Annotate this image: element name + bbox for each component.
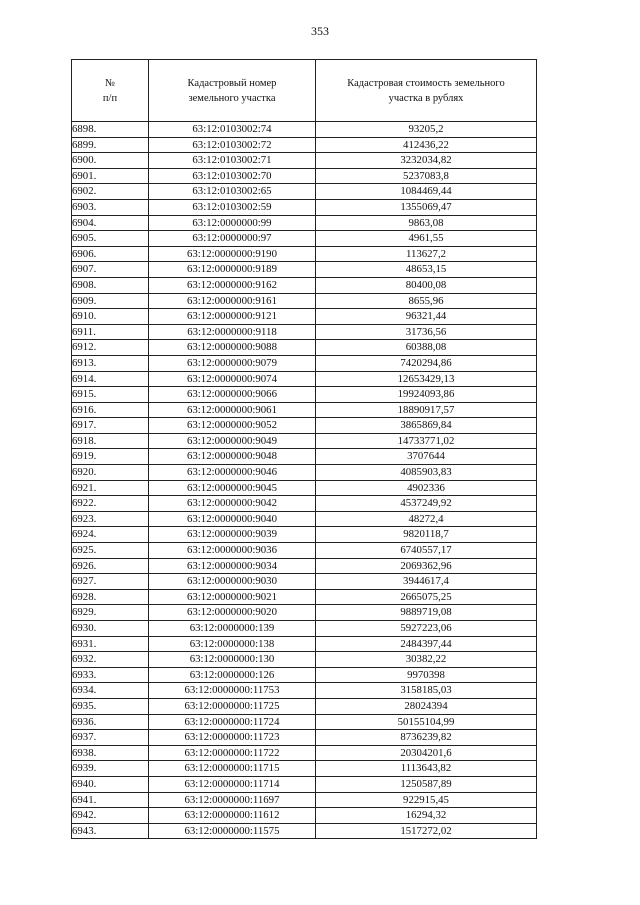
- table-row: [72, 589, 537, 605]
- cadastral-number-cell: 63:12:0000000:11697: [149, 792, 316, 808]
- table-row: [72, 433, 537, 449]
- cadastral-number-cell: 63:12:0000000:9061: [149, 402, 316, 418]
- cadastral-number-cell: 63:12:0000000:11725: [149, 698, 316, 714]
- table-row: [72, 636, 537, 652]
- table-row: [72, 355, 537, 371]
- row-number-cell: 6931.: [72, 636, 149, 652]
- cadastral-value-cell: 48653,15: [316, 262, 537, 278]
- cadastral-value-cell: 3158185,03: [316, 683, 537, 699]
- table-row: [72, 137, 537, 153]
- cadastral-value-cell: 28024394: [316, 698, 537, 714]
- row-number-cell: 6913.: [72, 355, 149, 371]
- cadastral-value-cell: 9863,08: [316, 215, 537, 231]
- cadastral-value-cell: 3865869,84: [316, 418, 537, 434]
- cadastral-number-cell: 63:12:0000000:9040: [149, 511, 316, 527]
- cadastral-value-cell: 48272,4: [316, 511, 537, 527]
- row-number-cell: 6907.: [72, 262, 149, 278]
- row-number-cell: 6937.: [72, 730, 149, 746]
- cadastral-number-cell: 63:12:0000000:130: [149, 652, 316, 668]
- row-number-cell: 6930.: [72, 621, 149, 637]
- row-number-cell: 6940.: [72, 776, 149, 792]
- table-row: [72, 309, 537, 325]
- cadastral-value-cell: 1113643,82: [316, 761, 537, 777]
- cadastral-value-cell: 2484397,44: [316, 636, 537, 652]
- table-row: [72, 808, 537, 824]
- table-row: [72, 153, 537, 169]
- cadastral-number-cell: 63:12:0000000:139: [149, 621, 316, 637]
- cadastral-value-cell: 14733771,02: [316, 433, 537, 449]
- table-row: [72, 215, 537, 231]
- table-row: [72, 480, 537, 496]
- cadastral-number-cell: 63:12:0000000:9079: [149, 355, 316, 371]
- cadastral-value-cell: 50155104,99: [316, 714, 537, 730]
- cadastral-value-cell: 1250587,89: [316, 776, 537, 792]
- cadastral-value-cell: 3944617,4: [316, 574, 537, 590]
- header-cadastral-number: Кадастровый номер земельного участка: [149, 60, 316, 122]
- cadastral-value-cell: 4537249,92: [316, 496, 537, 512]
- cadastral-number-cell: 63:12:0000000:11612: [149, 808, 316, 824]
- cadastral-value-cell: 7420294,86: [316, 355, 537, 371]
- row-number-cell: 6922.: [72, 496, 149, 512]
- cadastral-number-cell: 63:12:0000000:9020: [149, 605, 316, 621]
- table-row: [72, 776, 537, 792]
- cadastral-number-cell: 63:12:0000000:9121: [149, 309, 316, 325]
- cadastral-number-cell: 63:12:0000000:9162: [149, 277, 316, 293]
- cadastral-value-cell: 1517272,02: [316, 823, 537, 839]
- cadastral-number-cell: 63:12:0103002:74: [149, 122, 316, 138]
- table-row: [72, 714, 537, 730]
- cadastral-number-cell: 63:12:0000000:9036: [149, 543, 316, 559]
- table-row: [72, 605, 537, 621]
- row-number-cell: 6934.: [72, 683, 149, 699]
- cadastral-number-cell: 63:12:0000000:9034: [149, 558, 316, 574]
- cadastral-number-cell: 63:12:0000000:9074: [149, 371, 316, 387]
- cadastral-value-cell: 60388,08: [316, 340, 537, 356]
- table-row: [72, 168, 537, 184]
- table-row: [72, 745, 537, 761]
- cadastral-value-cell: 30382,22: [316, 652, 537, 668]
- row-number-cell: 6911.: [72, 324, 149, 340]
- table-row: [72, 277, 537, 293]
- cadastral-value-cell: 9820118,7: [316, 527, 537, 543]
- table-row: [72, 184, 537, 200]
- table-row: [72, 543, 537, 559]
- table-row: [72, 371, 537, 387]
- cadastral-value-cell: 4961,55: [316, 231, 537, 247]
- cadastral-value-cell: 18890917,57: [316, 402, 537, 418]
- table-row: [72, 652, 537, 668]
- row-number-cell: 6910.: [72, 309, 149, 325]
- header-cadastral-value: Кадастровая стоимость земельного участка в рублях: [316, 60, 537, 122]
- cadastral-value-cell: 1355069,47: [316, 199, 537, 215]
- cadastral-number-cell: 63:12:0000000:9048: [149, 449, 316, 465]
- table-row: [72, 449, 537, 465]
- cadastral-number-cell: 63:12:0000000:11723: [149, 730, 316, 746]
- cadastral-value-cell: 3232034,82: [316, 153, 537, 169]
- cadastral-number-cell: 63:12:0103002:72: [149, 137, 316, 153]
- cadastral-value-cell: 2069362,96: [316, 558, 537, 574]
- cadastral-value-cell: 9889719,08: [316, 605, 537, 621]
- cadastral-value-cell: 16294,32: [316, 808, 537, 824]
- row-number-cell: 6912.: [72, 340, 149, 356]
- table-row: [72, 558, 537, 574]
- cadastral-number-cell: 63:12:0103002:70: [149, 168, 316, 184]
- row-number-cell: 6903.: [72, 199, 149, 215]
- cadastral-value-cell: 3707644: [316, 449, 537, 465]
- cadastral-value-cell: 5927223,06: [316, 621, 537, 637]
- row-number-cell: 6899.: [72, 137, 149, 153]
- cadastral-value-cell: 6740557,17: [316, 543, 537, 559]
- cadastral-value-cell: 412436,22: [316, 137, 537, 153]
- row-number-cell: 6909.: [72, 293, 149, 309]
- table-row: [72, 527, 537, 543]
- row-number-cell: 6917.: [72, 418, 149, 434]
- cadastral-number-cell: 63:12:0000000:9088: [149, 340, 316, 356]
- cadastral-number-cell: 63:12:0000000:11715: [149, 761, 316, 777]
- page-number: 353: [311, 24, 329, 38]
- table-row: [72, 324, 537, 340]
- table-row: [72, 667, 537, 683]
- row-number-cell: 6941.: [72, 792, 149, 808]
- row-number-cell: 6943.: [72, 823, 149, 839]
- cadastral-value-cell: 12653429,13: [316, 371, 537, 387]
- cadastral-value-cell: 113627,2: [316, 246, 537, 262]
- table-row: [72, 574, 537, 590]
- row-number-cell: 6938.: [72, 745, 149, 761]
- row-number-cell: 6900.: [72, 153, 149, 169]
- cadastral-number-cell: 63:12:0000000:9045: [149, 480, 316, 496]
- cadastral-number-cell: 63:12:0000000:97: [149, 231, 316, 247]
- row-number-cell: 6901.: [72, 168, 149, 184]
- cadastral-value-cell: 8655,96: [316, 293, 537, 309]
- cadastral-number-cell: 63:12:0000000:99: [149, 215, 316, 231]
- row-number-cell: 6923.: [72, 511, 149, 527]
- table-row: [72, 199, 537, 215]
- cadastral-number-cell: 63:12:0000000:11714: [149, 776, 316, 792]
- table-row: [72, 730, 537, 746]
- row-number-cell: 6914.: [72, 371, 149, 387]
- row-number-cell: 6920.: [72, 465, 149, 481]
- table-body: [72, 122, 537, 839]
- table-row: [72, 262, 537, 278]
- table-row: [72, 761, 537, 777]
- table-row: [72, 122, 537, 138]
- table-header-row: [72, 60, 537, 122]
- table-row: [72, 246, 537, 262]
- table-row: [72, 511, 537, 527]
- row-number-cell: 6933.: [72, 667, 149, 683]
- cadastral-number-cell: 63:12:0103002:59: [149, 199, 316, 215]
- cadastral-number-cell: 63:12:0000000:9049: [149, 433, 316, 449]
- cadastral-number-cell: 63:12:0000000:9052: [149, 418, 316, 434]
- row-number-cell: 6939.: [72, 761, 149, 777]
- row-number-cell: 6898.: [72, 122, 149, 138]
- cadastral-value-cell: 96321,44: [316, 309, 537, 325]
- row-number-cell: 6921.: [72, 480, 149, 496]
- cadastral-value-table: [71, 59, 537, 839]
- row-number-cell: 6924.: [72, 527, 149, 543]
- cadastral-value-cell: 80400,08: [316, 277, 537, 293]
- table-row: [72, 496, 537, 512]
- cadastral-number-cell: 63:12:0000000:11724: [149, 714, 316, 730]
- table-row: [72, 387, 537, 403]
- row-number-cell: 6905.: [72, 231, 149, 247]
- row-number-cell: 6908.: [72, 277, 149, 293]
- table-row: [72, 683, 537, 699]
- cadastral-value-cell: 2665075,25: [316, 589, 537, 605]
- row-number-cell: 6902.: [72, 184, 149, 200]
- cadastral-number-cell: 63:12:0000000:11753: [149, 683, 316, 699]
- cadastral-number-cell: 63:12:0000000:9030: [149, 574, 316, 590]
- table-row: [72, 792, 537, 808]
- row-number-cell: 6935.: [72, 698, 149, 714]
- table-row: [72, 402, 537, 418]
- row-number-cell: 6916.: [72, 402, 149, 418]
- row-number-cell: 6929.: [72, 605, 149, 621]
- row-number-cell: 6932.: [72, 652, 149, 668]
- cadastral-number-cell: 63:12:0000000:9190: [149, 246, 316, 262]
- cadastral-number-cell: 63:12:0000000:11575: [149, 823, 316, 839]
- cadastral-value-cell: 5237083,8: [316, 168, 537, 184]
- cadastral-number-cell: 63:12:0000000:138: [149, 636, 316, 652]
- cadastral-number-cell: 63:12:0000000:9189: [149, 262, 316, 278]
- cadastral-value-cell: 9970398: [316, 667, 537, 683]
- cadastral-value-cell: 922915,45: [316, 792, 537, 808]
- row-number-cell: 6904.: [72, 215, 149, 231]
- cadastral-number-cell: 63:12:0000000:9042: [149, 496, 316, 512]
- cadastral-value-cell: 4902336: [316, 480, 537, 496]
- row-number-cell: 6927.: [72, 574, 149, 590]
- cadastral-value-cell: 4085903,83: [316, 465, 537, 481]
- cadastral-value-cell: 8736239,82: [316, 730, 537, 746]
- row-number-cell: 6942.: [72, 808, 149, 824]
- row-number-cell: 6915.: [72, 387, 149, 403]
- cadastral-value-cell: 93205,2: [316, 122, 537, 138]
- cadastral-value-cell: 20304201,6: [316, 745, 537, 761]
- row-number-cell: 6936.: [72, 714, 149, 730]
- table-row: [72, 231, 537, 247]
- table-row: [72, 418, 537, 434]
- cadastral-number-cell: 63:12:0103002:71: [149, 153, 316, 169]
- table-row: [72, 340, 537, 356]
- cadastral-value-cell: 19924093,86: [316, 387, 537, 403]
- cadastral-number-cell: 63:12:0000000:11722: [149, 745, 316, 761]
- table-row: [72, 465, 537, 481]
- row-number-cell: 6926.: [72, 558, 149, 574]
- cadastral-number-cell: 63:12:0000000:9161: [149, 293, 316, 309]
- table-row: [72, 823, 537, 839]
- cadastral-number-cell: 63:12:0000000:126: [149, 667, 316, 683]
- cadastral-number-cell: 63:12:0000000:9021: [149, 589, 316, 605]
- cadastral-value-cell: 1084469,44: [316, 184, 537, 200]
- cadastral-number-cell: 63:12:0000000:9046: [149, 465, 316, 481]
- table-header: [72, 60, 537, 122]
- row-number-cell: 6928.: [72, 589, 149, 605]
- row-number-cell: 6925.: [72, 543, 149, 559]
- header-row-number: № п/п: [72, 60, 149, 122]
- table-row: [72, 698, 537, 714]
- cadastral-number-cell: 63:12:0000000:9118: [149, 324, 316, 340]
- row-number-cell: 6919.: [72, 449, 149, 465]
- cadastral-number-cell: 63:12:0000000:9039: [149, 527, 316, 543]
- cadastral-number-cell: 63:12:0103002:65: [149, 184, 316, 200]
- table-row: [72, 621, 537, 637]
- table-row: [72, 293, 537, 309]
- cadastral-value-cell: 31736,56: [316, 324, 537, 340]
- row-number-cell: 6906.: [72, 246, 149, 262]
- cadastral-number-cell: 63:12:0000000:9066: [149, 387, 316, 403]
- row-number-cell: 6918.: [72, 433, 149, 449]
